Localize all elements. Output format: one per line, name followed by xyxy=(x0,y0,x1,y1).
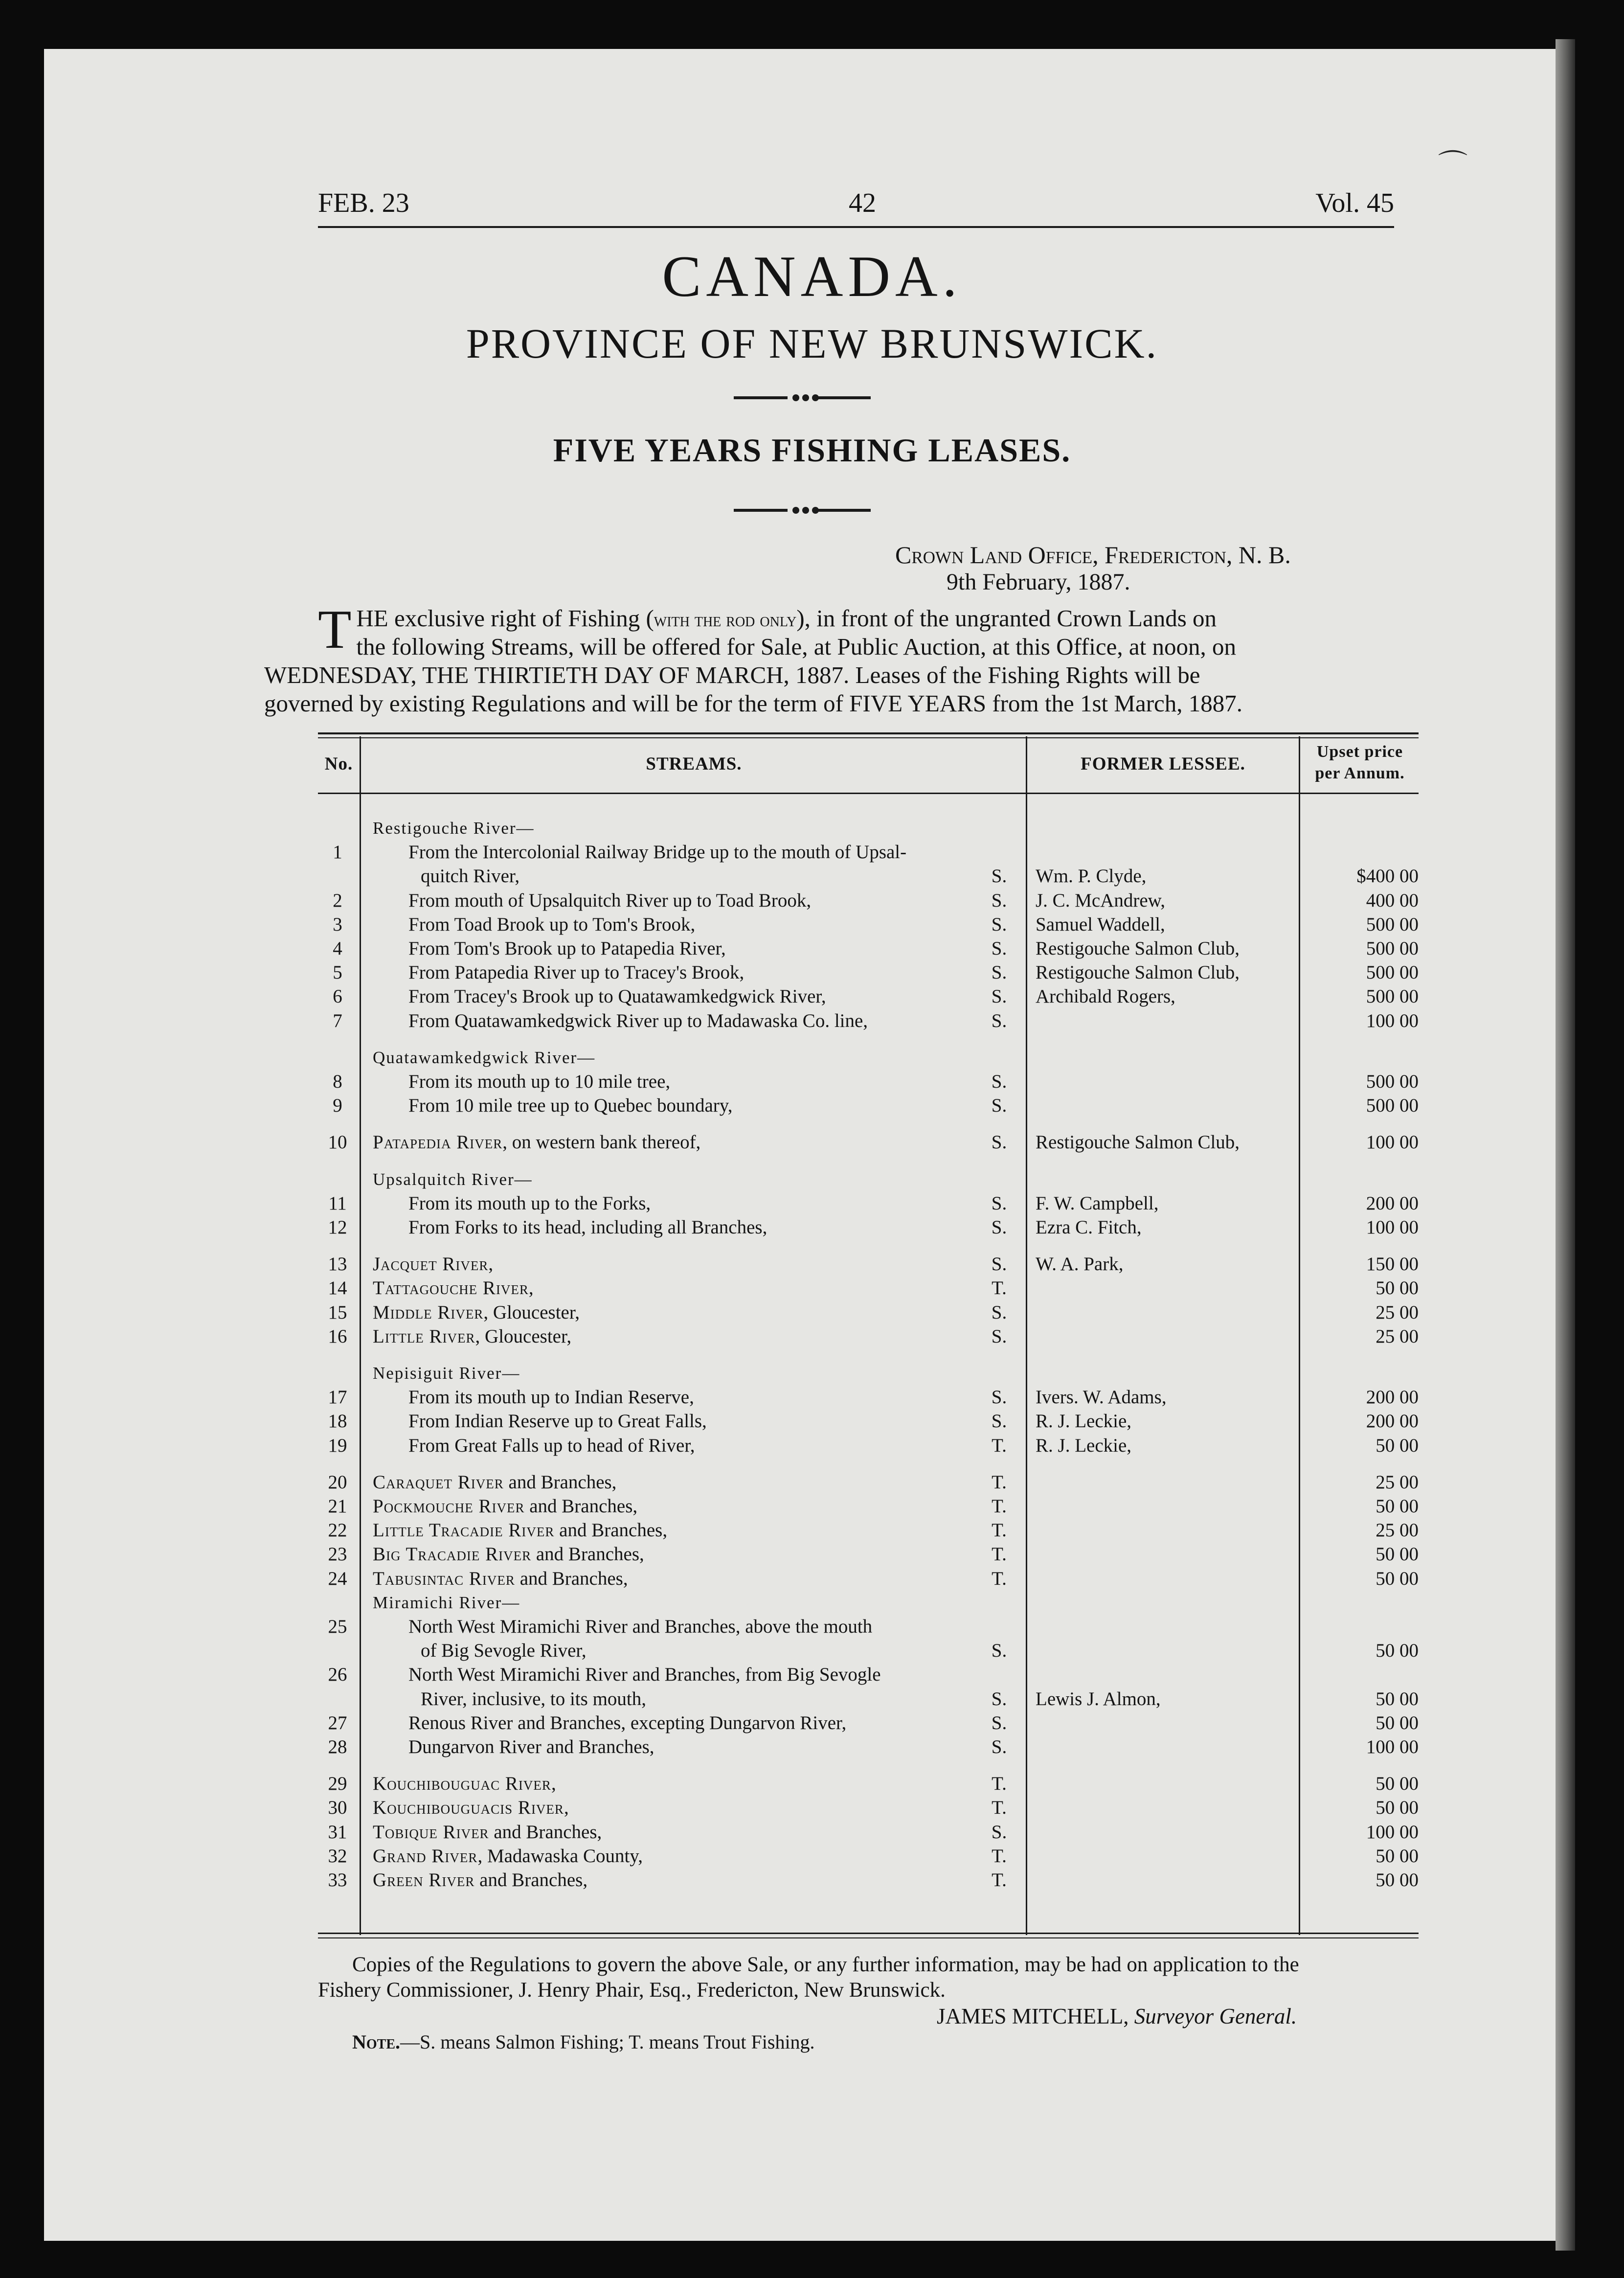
stream-name xyxy=(373,1773,556,1796)
row-number: 7 xyxy=(333,1010,342,1031)
row-number: 17 xyxy=(328,1387,347,1408)
stream-text: and Branches, xyxy=(524,1496,638,1517)
river-name: Grand River xyxy=(373,1845,478,1867)
notice-date: 9th February, 1887. xyxy=(947,569,1130,595)
title: CANADA. xyxy=(662,244,962,309)
table-row xyxy=(0,1168,1624,1191)
fishing-type: S. xyxy=(991,1253,1007,1275)
fishing-type: S. xyxy=(991,1736,1007,1757)
stream-name xyxy=(373,1253,493,1276)
fishing-type: S. xyxy=(991,914,1007,935)
stream-name xyxy=(373,1495,637,1518)
stream-name xyxy=(373,1325,571,1348)
column-header-streams: STREAMS. xyxy=(646,754,742,774)
stream-text: quitch River, xyxy=(421,866,520,887)
row-number: 26 xyxy=(328,1664,347,1685)
table-row xyxy=(0,1435,1624,1457)
table-top-rule xyxy=(318,737,1419,738)
upset-price: 150 00 xyxy=(1366,1253,1419,1275)
stream-text: From the Intercolonial Railway Bridge up to the mouth of Upsal- xyxy=(408,842,907,863)
row-number: 29 xyxy=(328,1773,347,1794)
former-lessee: Samuel Waddell, xyxy=(1036,914,1165,935)
row-number: 14 xyxy=(328,1277,347,1298)
row-number: 1 xyxy=(333,842,342,863)
stream-text: , Gloucester, xyxy=(475,1326,572,1347)
table-row xyxy=(0,1640,1624,1662)
upset-price: 50 00 xyxy=(1376,1435,1419,1456)
table-row xyxy=(0,1568,1624,1590)
upset-price: 500 00 xyxy=(1366,962,1419,983)
fishing-type: T. xyxy=(992,1773,1007,1794)
river-name: Middle River xyxy=(373,1302,484,1323)
upset-price: 25 00 xyxy=(1376,1472,1419,1493)
upset-price: 50 00 xyxy=(1376,1640,1419,1661)
table-row xyxy=(0,1616,1624,1638)
fishing-type: S. xyxy=(991,1326,1007,1347)
stream-text: From Toad Brook up to Tom's Brook, xyxy=(408,914,696,935)
table-row xyxy=(0,1216,1624,1239)
table-row xyxy=(0,1362,1624,1385)
former-lessee: W. A. Park, xyxy=(1036,1253,1124,1275)
fishing-type: T. xyxy=(992,1496,1007,1517)
row-number: 6 xyxy=(333,986,342,1007)
table-row xyxy=(0,1797,1624,1819)
fishing-type: S. xyxy=(991,1640,1007,1661)
river-name: Tattagouche River xyxy=(373,1277,529,1298)
upset-price: 25 00 xyxy=(1376,1520,1419,1541)
table-row xyxy=(0,961,1624,984)
table-row xyxy=(0,841,1624,864)
stream-name xyxy=(373,1821,602,1844)
table-row xyxy=(0,913,1624,936)
upset-price: 200 00 xyxy=(1366,1387,1419,1408)
row-number: 25 xyxy=(328,1616,347,1637)
row-number: 13 xyxy=(328,1253,347,1275)
fishing-type: T. xyxy=(992,1544,1007,1565)
stream-name xyxy=(373,1471,616,1494)
stream-name xyxy=(373,1845,643,1868)
intro-emphasis: with the rod only xyxy=(654,609,797,631)
row-number: 31 xyxy=(328,1822,347,1843)
upset-price: 25 00 xyxy=(1376,1302,1419,1323)
stream-text: , on western bank thereof, xyxy=(502,1132,701,1153)
row-number: 23 xyxy=(328,1544,347,1565)
river-name: Big Tracadie River xyxy=(373,1544,532,1565)
office-line: Crown Land Office, Fredericton, N. B. xyxy=(895,541,1291,569)
fishing-type: S. xyxy=(991,1217,1007,1238)
fishing-type: S. xyxy=(991,938,1007,959)
table-row xyxy=(0,1094,1624,1117)
upset-price: 100 00 xyxy=(1366,1132,1419,1153)
fishing-type: S. xyxy=(991,1712,1007,1733)
stream-text: and Branches, xyxy=(515,1568,628,1589)
stream-text: From Great Falls up to head of River, xyxy=(408,1435,695,1456)
stream-text: , xyxy=(564,1797,569,1818)
table-row xyxy=(0,1736,1624,1758)
upset-price: 50 00 xyxy=(1376,1544,1419,1565)
stream-name xyxy=(373,1519,667,1542)
stream-text: and Branches, xyxy=(503,1472,617,1493)
upset-price: 100 00 xyxy=(1366,1217,1419,1238)
stream-text: and Branches, xyxy=(531,1544,644,1565)
stream-text: North West Miramichi River and Branches, above the mouth xyxy=(408,1616,873,1637)
upset-price: 500 00 xyxy=(1366,1095,1419,1116)
intro-text: HE exclusive right of Fishing ( xyxy=(356,605,654,632)
table-row xyxy=(0,1386,1624,1409)
stream-name xyxy=(373,1797,569,1820)
row-number: 12 xyxy=(328,1217,347,1238)
upset-price: 400 00 xyxy=(1366,890,1419,911)
stream-text: From Tom's Brook up to Patapedia River, xyxy=(408,938,726,959)
header-page-number: 42 xyxy=(848,188,876,218)
row-number: 4 xyxy=(333,938,342,959)
heading: FIVE YEARS FISHING LEASES. xyxy=(553,432,1071,469)
fishing-type: S. xyxy=(991,1010,1007,1031)
row-number: 2 xyxy=(333,890,342,911)
row-number: 28 xyxy=(328,1736,347,1757)
former-lessee: Restigouche Salmon Club, xyxy=(1036,1132,1240,1153)
fishing-type: S. xyxy=(991,1132,1007,1153)
upset-price: 500 00 xyxy=(1366,938,1419,959)
intro-text: ), in front of the ungranted Crown Lands on xyxy=(796,605,1217,632)
row-number: 33 xyxy=(328,1869,347,1891)
row-number: 20 xyxy=(328,1472,347,1493)
upset-price: 100 00 xyxy=(1366,1822,1419,1843)
intro-line: governed by existing Regulations and will be for the term of FIVE YEARS from the 1st March, 1887. xyxy=(264,690,1243,717)
row-number: 24 xyxy=(328,1568,347,1589)
upset-price: 50 00 xyxy=(1376,1277,1419,1298)
river-heading: Restigouche River— xyxy=(373,819,535,838)
former-lessee: Wm. P. Clyde, xyxy=(1036,866,1147,887)
table-row xyxy=(0,1301,1624,1324)
row-number: 8 xyxy=(333,1071,342,1092)
stream-name xyxy=(373,1277,534,1300)
margin-mark: ⌒ xyxy=(1438,149,1467,182)
fishing-type: S. xyxy=(991,1411,1007,1432)
table-header-rule xyxy=(318,793,1419,794)
upset-price: 50 00 xyxy=(1376,1797,1419,1818)
fishing-type: S. xyxy=(991,1193,1007,1214)
stream-text: of Big Sevogle River, xyxy=(421,1640,586,1661)
stream-text: From its mouth up to Indian Reserve, xyxy=(408,1387,694,1408)
header-date: FEB. 23 xyxy=(318,188,409,218)
fishing-type: S. xyxy=(991,1688,1007,1709)
river-name: Little River xyxy=(373,1326,475,1347)
stream-name xyxy=(373,1131,700,1154)
row-number: 5 xyxy=(333,962,342,983)
table-row xyxy=(0,1869,1624,1891)
upset-price: 50 00 xyxy=(1376,1712,1419,1733)
upset-price: 50 00 xyxy=(1376,1869,1419,1891)
river-name: Jacquet River xyxy=(373,1253,489,1275)
upset-price: 100 00 xyxy=(1366,1736,1419,1757)
river-heading: Nepisiguit River— xyxy=(373,1364,520,1383)
river-name: Green River xyxy=(373,1869,475,1891)
former-lessee: Lewis J. Almon, xyxy=(1036,1688,1161,1709)
note-text: —S. means Salmon Fishing; T. means Trout Fishing. xyxy=(400,2031,815,2053)
table-row xyxy=(0,1071,1624,1093)
fishing-type: T. xyxy=(992,1845,1007,1867)
former-lessee: F. W. Campbell, xyxy=(1036,1193,1159,1214)
table-row xyxy=(0,1277,1624,1299)
stream-text: Dungarvon River and Branches, xyxy=(408,1736,654,1757)
column-header-price: per Annum. xyxy=(1315,764,1405,782)
drop-cap: T xyxy=(318,599,352,660)
stream-text: and Branches, xyxy=(489,1822,602,1843)
fishing-type: S. xyxy=(991,986,1007,1007)
table-bottom-rule xyxy=(318,1933,1419,1934)
row-number: 15 xyxy=(328,1302,347,1323)
river-heading: Miramichi River— xyxy=(373,1593,520,1612)
footer-line: Fishery Commissioner, J. Henry Phair, Esq., Fredericton, New Brunswick. xyxy=(318,1979,946,2002)
table-row xyxy=(0,865,1624,888)
signer-name: JAMES MITCHELL, xyxy=(937,2004,1129,2028)
fishing-type: S. xyxy=(991,1071,1007,1092)
stream-text: From its mouth up to 10 mile tree, xyxy=(408,1071,671,1092)
signer-title: Surveyor General. xyxy=(1134,2004,1297,2028)
table-row xyxy=(0,1821,1624,1844)
upset-price: 50 00 xyxy=(1376,1496,1419,1517)
table-row xyxy=(0,1325,1624,1348)
upset-price: 100 00 xyxy=(1366,1010,1419,1031)
fishing-type: S. xyxy=(991,1302,1007,1323)
row-number: 9 xyxy=(333,1095,342,1116)
upset-price: $400 00 xyxy=(1356,866,1419,887)
stream-text: From its mouth up to the Forks, xyxy=(408,1193,651,1214)
stream-text: , Gloucester, xyxy=(483,1302,580,1323)
fishing-type: T. xyxy=(992,1435,1007,1456)
river-name: Pockmouche River xyxy=(373,1496,525,1517)
former-lessee: Ivers. W. Adams, xyxy=(1036,1387,1167,1408)
upset-price: 200 00 xyxy=(1366,1411,1419,1432)
row-number: 16 xyxy=(328,1326,347,1347)
ornament-divider xyxy=(734,396,871,400)
column-header-no: No. xyxy=(324,754,353,774)
upset-price: 500 00 xyxy=(1366,914,1419,935)
row-number: 3 xyxy=(333,914,342,935)
table-row xyxy=(0,1592,1624,1614)
fishing-type: S. xyxy=(991,962,1007,983)
upset-price: 25 00 xyxy=(1376,1326,1419,1347)
upset-price: 200 00 xyxy=(1366,1193,1419,1214)
former-lessee: Ezra C. Fitch, xyxy=(1036,1217,1142,1238)
table-row xyxy=(0,1010,1624,1032)
upset-price: 500 00 xyxy=(1366,1071,1419,1092)
intro-line: the following Streams, will be offered for Sale, at Public Auction, at this Office, at noon, on xyxy=(356,633,1236,660)
signature xyxy=(937,2004,1297,2029)
footer-line: Copies of the Regulations to govern the above Sale, or any further information, may be had on application to the xyxy=(352,1953,1299,1976)
header-volume: Vol. 45 xyxy=(1315,188,1394,218)
river-heading: Upsalquitch River— xyxy=(373,1170,533,1189)
fishing-type: T. xyxy=(992,1568,1007,1589)
river-name: Kouchibouguac River xyxy=(373,1773,551,1794)
fishing-type: S. xyxy=(991,866,1007,887)
row-number: 27 xyxy=(328,1712,347,1733)
intro-paragraph xyxy=(264,599,1423,718)
river-name: Tobique River xyxy=(373,1822,489,1843)
table-row xyxy=(0,1047,1624,1069)
running-header xyxy=(318,181,1394,225)
fishing-type: T. xyxy=(992,1869,1007,1891)
former-lessee: Archibald Rogers, xyxy=(1036,986,1175,1007)
upset-price: 500 00 xyxy=(1366,986,1419,1007)
row-number: 21 xyxy=(328,1496,347,1517)
upset-price: 50 00 xyxy=(1376,1688,1419,1709)
stream-text: River, inclusive, to its mouth, xyxy=(421,1688,646,1709)
table-bottom-rule xyxy=(318,1937,1419,1938)
row-number: 22 xyxy=(328,1520,347,1541)
river-name: Little Tracadie River xyxy=(373,1520,555,1541)
table-row xyxy=(0,817,1624,840)
row-number: 32 xyxy=(328,1845,347,1867)
table-row xyxy=(0,1410,1624,1433)
stream-name xyxy=(373,1543,644,1566)
stream-text: , xyxy=(488,1253,494,1275)
table-row xyxy=(0,1131,1624,1154)
stream-text: , xyxy=(551,1773,556,1794)
table-row xyxy=(0,889,1624,912)
stream-text: From Forks to its head, including all Branches, xyxy=(408,1217,767,1238)
column-header-price: Upset price xyxy=(1316,743,1403,761)
stream-text: From mouth of Upsalquitch River up to Toad Brook, xyxy=(408,890,812,911)
row-number: 18 xyxy=(328,1411,347,1432)
ornament-divider xyxy=(734,509,871,513)
footer-paragraph xyxy=(318,1952,1414,2003)
table-row xyxy=(0,1495,1624,1518)
table-row xyxy=(0,1471,1624,1494)
stream-text: , Madawaska County, xyxy=(477,1845,643,1867)
fishing-type: S. xyxy=(991,890,1007,911)
table-row xyxy=(0,1253,1624,1276)
upset-price: 50 00 xyxy=(1376,1568,1419,1589)
former-lessee: J. C. McAndrew, xyxy=(1036,890,1166,911)
table-top-rule xyxy=(318,732,1419,734)
row-number: 30 xyxy=(328,1797,347,1818)
fishing-type: S. xyxy=(991,1387,1007,1408)
upset-price: 50 00 xyxy=(1376,1845,1419,1867)
stream-name xyxy=(373,1869,587,1892)
note-label: Note. xyxy=(352,2031,401,2053)
river-name: Tabusintac River xyxy=(373,1568,515,1589)
table-row xyxy=(0,1543,1624,1566)
stream-text: From Patapedia River up to Tracey's Brook, xyxy=(408,962,744,983)
upset-price: 50 00 xyxy=(1376,1773,1419,1794)
table-row xyxy=(0,1712,1624,1734)
table-row xyxy=(0,1519,1624,1542)
river-heading: Quatawamkedgwick River— xyxy=(373,1048,596,1067)
fishing-type: S. xyxy=(991,1095,1007,1116)
river-name: Patapedia River xyxy=(373,1132,503,1153)
table-row xyxy=(0,1845,1624,1868)
footnote xyxy=(352,2030,815,2053)
former-lessee: Restigouche Salmon Club, xyxy=(1036,938,1240,959)
river-name: Kouchibouguacis River xyxy=(373,1797,564,1818)
table-row xyxy=(0,985,1624,1008)
fishing-type: S. xyxy=(991,1822,1007,1843)
stream-text: From Quatawamkedgwick River up to Madawaska Co. line, xyxy=(408,1010,868,1031)
column-header-lessee: FORMER LESSEE. xyxy=(1081,754,1245,774)
table-row xyxy=(0,1663,1624,1686)
row-number: 10 xyxy=(328,1132,347,1153)
header-rule xyxy=(318,226,1394,228)
former-lessee: R. J. Leckie, xyxy=(1036,1411,1132,1432)
table-row xyxy=(0,937,1624,960)
row-number: 11 xyxy=(328,1193,347,1214)
subtitle: PROVINCE OF NEW BRUNSWICK. xyxy=(466,320,1158,367)
table-row xyxy=(0,1688,1624,1710)
intro-line: WEDNESDAY, THE THIRTIETH DAY OF MARCH, 1887. Leases of the Fishing Rights will be xyxy=(264,661,1200,688)
stream-text: and Branches, xyxy=(554,1520,668,1541)
row-number: 19 xyxy=(328,1435,347,1456)
stream-text: From Indian Reserve up to Great Falls, xyxy=(408,1411,707,1432)
fishing-type: T. xyxy=(992,1797,1007,1818)
former-lessee: Restigouche Salmon Club, xyxy=(1036,962,1240,983)
stream-text: Renous River and Branches, excepting Dungarvon River, xyxy=(408,1712,847,1733)
stream-name xyxy=(373,1568,628,1591)
fishing-type: T. xyxy=(992,1277,1007,1298)
fishing-type: T. xyxy=(992,1472,1007,1493)
table-row xyxy=(0,1773,1624,1795)
stream-text: From Tracey's Brook up to Quatawamkedgwick River, xyxy=(408,986,826,1007)
stream-name xyxy=(373,1301,580,1324)
fishing-type: T. xyxy=(992,1520,1007,1541)
stream-text: and Branches, xyxy=(474,1869,588,1891)
stream-text: , xyxy=(528,1277,534,1298)
stream-text: From 10 mile tree up to Quebec boundary, xyxy=(408,1095,733,1116)
river-name: Caraquet River xyxy=(373,1472,504,1493)
former-lessee: R. J. Leckie, xyxy=(1036,1435,1132,1456)
stream-text: North West Miramichi River and Branches, from Big Sevogle xyxy=(408,1664,881,1685)
table-row xyxy=(0,1192,1624,1215)
